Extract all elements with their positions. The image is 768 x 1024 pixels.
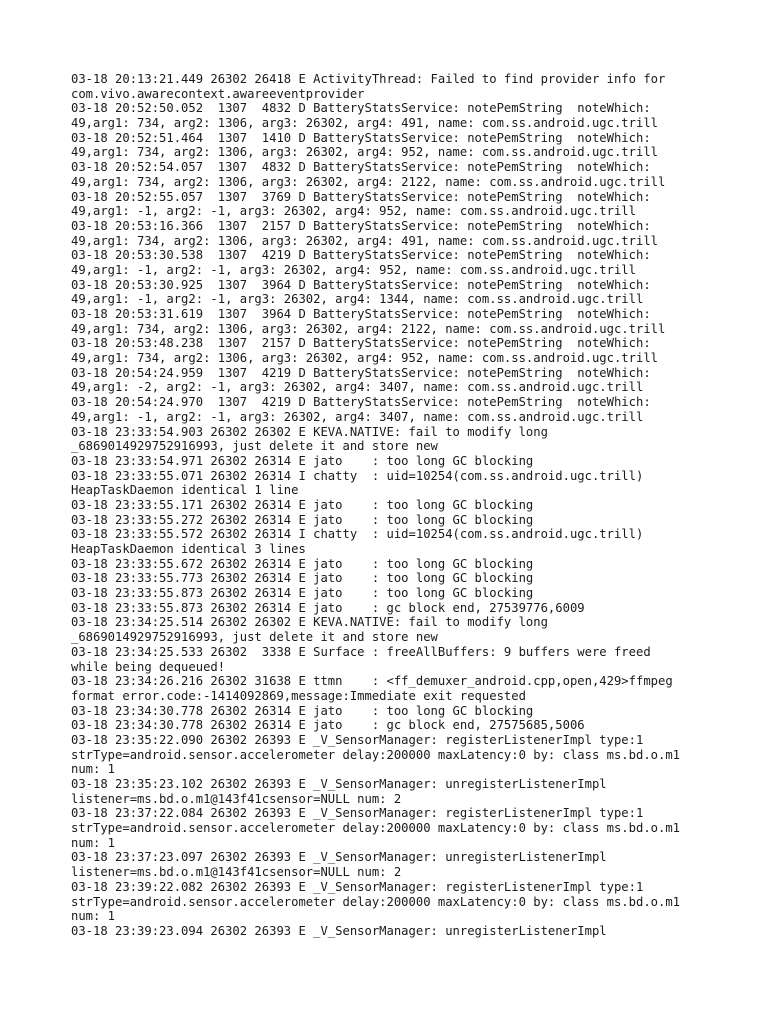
log-line: 03-18 23:33:55.672 26302 26314 E jato : too long GC blocking [71,556,534,571]
log-line: 03-18 23:37:23.097 26302 26393 E _V_SensorManager: unregisterListenerImpl [71,850,607,865]
log-line: 03-18 20:53:30.538 1307 4219 D BatteryStatsService: notePemString noteWhich: [71,248,651,263]
log-line: num: 1 [71,835,116,850]
log-line: 49,arg1: -1, arg2: -1, arg3: 26302, arg4: 1344, name: com.ss.android.ugc.trill [71,292,644,307]
log-line: 03-18 23:34:30.778 26302 26314 E jato : too long GC blocking [71,703,534,718]
log-line: 03-18 23:39:23.094 26302 26393 E _V_SensorManager: unregisterListenerImpl [71,923,607,938]
log-line: 03-18 20:53:30.925 1307 3964 D BatteryStatsService: notePemString noteWhich: [71,277,651,292]
log-line: format error.code:-1414092869,message:Immediate exit requested [71,688,526,703]
log-line: 03-18 20:52:54.057 1307 4832 D BatteryStatsService: notePemString noteWhich: [71,160,651,175]
log-line: 03-18 20:52:51.464 1307 1410 D BatteryStatsService: notePemString noteWhich: [71,130,651,145]
log-line: 03-18 23:34:26.216 26302 31638 E ttmn : <ff_demuxer_android.cpp,open,429>ffmpeg [71,674,673,689]
log-line: _6869014929752916993, just delete it and store new [71,439,438,454]
log-line: 03-18 23:34:30.778 26302 26314 E jato : gc block end, 27575685,5006 [71,718,585,733]
log-line: listener=ms.bd.o.m1@143f41csensor=NULL num: 2 [71,791,402,806]
log-line: 03-18 23:33:55.572 26302 26314 I chatty : uid=10254(com.ss.android.ugc.trill) [71,527,644,542]
log-line: 03-18 20:53:31.619 1307 3964 D BatteryStatsService: notePemString noteWhich: [71,307,651,321]
log-line: 49,arg1: -2, arg2: -1, arg3: 26302, arg4: 3407, name: com.ss.android.ugc.trill [71,380,644,395]
log-line: 49,arg1: 734, arg2: 1306, arg3: 26302, arg4: 491, name: com.ss.android.ugc.trill [71,233,658,248]
log-line: 03-18 23:35:22.090 26302 26393 E _V_SensorManager: registerListenerImpl type:1 [71,732,644,747]
log-line: _6869014929752916993, just delete it and store new [71,630,438,645]
log-line: 03-18 20:52:50.052 1307 4832 D BatteryStatsService: notePemString noteWhich: [71,101,651,116]
log-line: 49,arg1: 734, arg2: 1306, arg3: 26302, arg4: 491, name: com.ss.android.ugc.trill [71,116,658,131]
log-line: strType=android.sensor.accelerometer delay:200000 maxLatency:0 by: class ms.bd.o.m1 [71,821,681,836]
log-line: 03-18 23:33:54.903 26302 26302 E KEVA.NATIVE: fail to modify long [71,424,548,439]
log-line: 03-18 20:54:24.970 1307 4219 D BatteryStatsService: notePemString noteWhich: [71,395,651,410]
log-line: 03-18 23:33:55.272 26302 26314 E jato : too long GC blocking [71,512,534,527]
log-line: while being dequeued! [71,659,226,674]
log-line: strType=android.sensor.accelerometer delay:200000 maxLatency:0 by: class ms.bd.o.m1 [71,894,681,909]
log-line: 03-18 20:53:16.366 1307 2157 D BatteryStatsService: notePemString noteWhich: [71,218,651,233]
log-line: 03-18 23:33:54.971 26302 26314 E jato : too long GC blocking [71,453,534,468]
log-line: listener=ms.bd.o.m1@143f41csensor=NULL num: 2 [71,865,402,880]
log-line: HeapTaskDaemon identical 3 lines [71,542,306,556]
log-line: num: 1 [71,762,116,777]
log-line: 49,arg1: -1, arg2: -1, arg3: 26302, arg4: 3407, name: com.ss.android.ugc.trill [71,409,644,424]
log-line: 49,arg1: -1, arg2: -1, arg3: 26302, arg4: 952, name: com.ss.android.ugc.trill [71,262,636,277]
log-line: 03-18 23:37:22.084 26302 26393 E _V_SensorManager: registerListenerImpl type:1 [71,806,644,821]
log-line: HeapTaskDaemon identical 1 line [71,483,299,498]
log-line: 03-18 20:52:55.057 1307 3769 D BatteryStatsService: notePemString noteWhich: [71,189,651,204]
log-line: 03-18 20:53:48.238 1307 2157 D BatteryStatsService: notePemString noteWhich: [71,336,651,351]
log-line: 03-18 23:34:25.533 26302 3338 E Surface : freeAllBuffers: 9 buffers were freed [71,644,651,659]
log-line: 03-18 23:33:55.071 26302 26314 I chatty : uid=10254(com.ss.android.ugc.trill) [71,468,644,483]
log-line: 49,arg1: -1, arg2: -1, arg3: 26302, arg4: 952, name: com.ss.android.ugc.trill [71,204,636,219]
log-line: 03-18 23:35:23.102 26302 26393 E _V_SensorManager: unregisterListenerImpl [71,777,607,791]
log-line: 03-18 23:34:25.514 26302 26302 E KEVA.NATIVE: fail to modify long [71,615,548,630]
log-line: 49,arg1: 734, arg2: 1306, arg3: 26302, arg4: 952, name: com.ss.android.ugc.trill [71,351,658,366]
log-line: 03-18 20:54:24.959 1307 4219 D BatteryStatsService: notePemString noteWhich: [71,365,651,380]
log-line: strType=android.sensor.accelerometer delay:200000 maxLatency:0 by: class ms.bd.o.m1 [71,747,681,762]
log-line: com.vivo.awarecontext.awareeventprovider [71,86,365,101]
log-line: 03-18 20:13:21.449 26302 26418 E ActivityThread: Failed to find provider info for [71,72,666,86]
log-line: 03-18 23:33:55.773 26302 26314 E jato : too long GC blocking [71,571,534,586]
log-line: 49,arg1: 734, arg2: 1306, arg3: 26302, arg4: 2122, name: com.ss.android.ugc.trill [71,321,666,336]
log-line: num: 1 [71,909,116,924]
log-line: 03-18 23:39:22.082 26302 26393 E _V_SensorManager: registerListenerImpl type:1 [71,879,644,894]
log-line: 03-18 23:33:55.873 26302 26314 E jato : gc block end, 27539776,6009 [71,600,585,615]
log-line: 49,arg1: 734, arg2: 1306, arg3: 26302, arg4: 952, name: com.ss.android.ugc.trill [71,145,658,160]
log-line: 03-18 23:33:55.873 26302 26314 E jato : too long GC blocking [71,586,534,601]
log-document [71,72,711,939]
log-line: 03-18 23:33:55.171 26302 26314 E jato : too long GC blocking [71,497,534,512]
log-line: 49,arg1: 734, arg2: 1306, arg3: 26302, arg4: 2122, name: com.ss.android.ugc.trill [71,174,666,189]
